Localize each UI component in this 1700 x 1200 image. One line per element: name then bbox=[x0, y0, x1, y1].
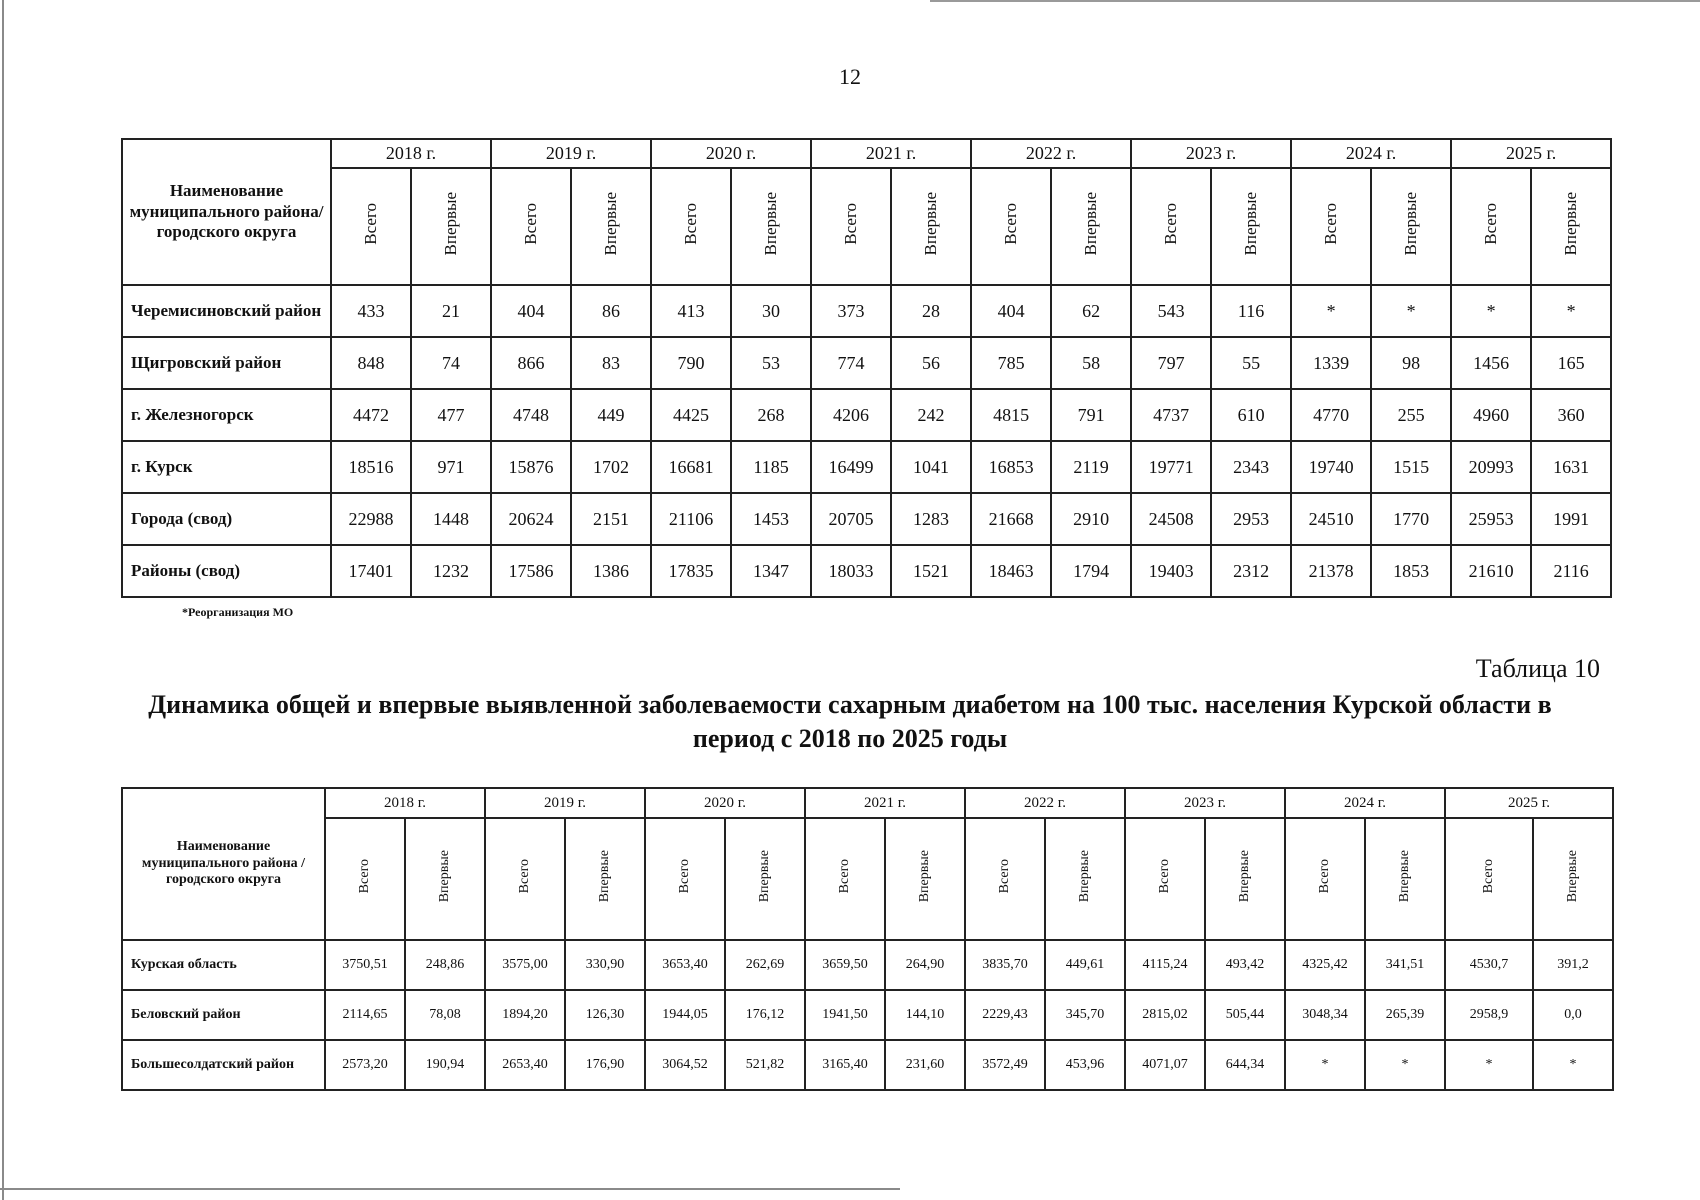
cell-value: 2114,65 bbox=[325, 990, 405, 1040]
cell-value: * bbox=[1451, 285, 1531, 337]
subheader-cell bbox=[485, 818, 565, 940]
cell-value: 790 bbox=[651, 337, 731, 389]
cell-value: 330,90 bbox=[565, 940, 645, 990]
year-header: 2022 г. bbox=[971, 139, 1131, 168]
cell-value: 231,60 bbox=[885, 1040, 965, 1090]
cell-value: 16681 bbox=[651, 441, 731, 493]
subheader-cell bbox=[1365, 818, 1445, 940]
cell-value: 1894,20 bbox=[485, 990, 565, 1040]
subheader-new: Впервые bbox=[437, 850, 452, 903]
subheader-new: Впервые bbox=[1401, 192, 1421, 256]
cell-value: 493,42 bbox=[1205, 940, 1285, 990]
table-row bbox=[122, 285, 1611, 337]
subheader-new: Впервые bbox=[1561, 192, 1581, 256]
cell-value: 4071,07 bbox=[1125, 1040, 1205, 1090]
cell-value: 53 bbox=[731, 337, 811, 389]
table-row bbox=[122, 337, 1611, 389]
year-header-row bbox=[122, 788, 1613, 818]
cell-value: 262,69 bbox=[725, 940, 805, 990]
cell-value: 433 bbox=[331, 285, 411, 337]
cell-value: 449,61 bbox=[1045, 940, 1125, 990]
subheader-cell bbox=[1371, 168, 1451, 285]
cell-value: 16499 bbox=[811, 441, 891, 493]
cell-value: 1453 bbox=[731, 493, 811, 545]
subheader-new: Впервые bbox=[1081, 192, 1101, 256]
cell-value: 1386 bbox=[571, 545, 651, 597]
municipality-column-header: Наименование муниципального района/ городского округа bbox=[122, 139, 331, 285]
row-name: Города (свод) bbox=[122, 493, 331, 545]
cell-value: 2953 bbox=[1211, 493, 1291, 545]
cell-value: 268 bbox=[731, 389, 811, 441]
row-name: Большесолдатский район bbox=[122, 1040, 325, 1090]
subheader-cell bbox=[1531, 168, 1611, 285]
cell-value: * bbox=[1365, 1040, 1445, 1090]
cell-value: 341,51 bbox=[1365, 940, 1445, 990]
cell-value: 255 bbox=[1371, 389, 1451, 441]
cell-value: 18516 bbox=[331, 441, 411, 493]
subheader-cell bbox=[805, 818, 885, 940]
cell-value: * bbox=[1291, 285, 1371, 337]
subheader-new: Впервые bbox=[1565, 850, 1580, 903]
cell-value: 453,96 bbox=[1045, 1040, 1125, 1090]
subheader-cell bbox=[331, 168, 411, 285]
cell-value: 248,86 bbox=[405, 940, 485, 990]
cell-value: * bbox=[1285, 1040, 1365, 1090]
cell-value: 2815,02 bbox=[1125, 990, 1205, 1040]
subheader-total: Всего bbox=[1157, 859, 1172, 894]
cell-value: 521,82 bbox=[725, 1040, 805, 1090]
subheader-total: Всего bbox=[517, 859, 532, 894]
row-name: Районы (свод) bbox=[122, 545, 331, 597]
year-header: 2024 г. bbox=[1285, 788, 1445, 818]
cell-value: 1515 bbox=[1371, 441, 1451, 493]
cell-value: 19771 bbox=[1131, 441, 1211, 493]
table-row bbox=[122, 545, 1611, 597]
cell-value: 1853 bbox=[1371, 545, 1451, 597]
cell-value: 971 bbox=[411, 441, 491, 493]
table2-body bbox=[122, 940, 1613, 1090]
cell-value: 1991 bbox=[1531, 493, 1611, 545]
subheader-cell bbox=[1131, 168, 1211, 285]
row-name: Беловский район bbox=[122, 990, 325, 1040]
subheader-total: Всего bbox=[1481, 203, 1501, 245]
subheader-cell bbox=[811, 168, 891, 285]
subheader-cell bbox=[1051, 168, 1131, 285]
cell-value: 21106 bbox=[651, 493, 731, 545]
cell-value: 1702 bbox=[571, 441, 651, 493]
cell-value: 360 bbox=[1531, 389, 1611, 441]
subheader-new: Впервые bbox=[757, 850, 772, 903]
cell-value: 1232 bbox=[411, 545, 491, 597]
subheader-row bbox=[122, 168, 1611, 285]
cell-value: 4960 bbox=[1451, 389, 1531, 441]
subheader-cell bbox=[1125, 818, 1205, 940]
subheader-cell bbox=[1445, 818, 1533, 940]
year-header-row bbox=[122, 139, 1611, 168]
subheader-cell bbox=[651, 168, 731, 285]
table-per-100k-incidence bbox=[121, 787, 1614, 1091]
cell-value: 56 bbox=[891, 337, 971, 389]
cell-value: 265,39 bbox=[1365, 990, 1445, 1040]
cell-value: 3659,50 bbox=[805, 940, 885, 990]
cell-value: 116 bbox=[1211, 285, 1291, 337]
subheader-total: Всего bbox=[1481, 859, 1496, 894]
cell-value: 190,94 bbox=[405, 1040, 485, 1090]
table-row bbox=[122, 1040, 1613, 1090]
cell-value: 24510 bbox=[1291, 493, 1371, 545]
cell-value: 2958,9 bbox=[1445, 990, 1533, 1040]
table1-body bbox=[122, 285, 1611, 597]
year-header: 2024 г. bbox=[1291, 139, 1451, 168]
cell-value: 18033 bbox=[811, 545, 891, 597]
table-label: Таблица 10 bbox=[1475, 654, 1600, 683]
cell-value: 1283 bbox=[891, 493, 971, 545]
cell-value: 1794 bbox=[1051, 545, 1131, 597]
cell-value: 22988 bbox=[331, 493, 411, 545]
subheader-cell bbox=[1211, 168, 1291, 285]
cell-value: 797 bbox=[1131, 337, 1211, 389]
cell-value: 21378 bbox=[1291, 545, 1371, 597]
cell-value: 2312 bbox=[1211, 545, 1291, 597]
cell-value: 1944,05 bbox=[645, 990, 725, 1040]
cell-value: 543 bbox=[1131, 285, 1211, 337]
cell-value: 1941,50 bbox=[805, 990, 885, 1040]
cell-value: 2343 bbox=[1211, 441, 1291, 493]
cell-value: 1631 bbox=[1531, 441, 1611, 493]
subheader-cell bbox=[1285, 818, 1365, 940]
cell-value: 3750,51 bbox=[325, 940, 405, 990]
table-row bbox=[122, 990, 1613, 1040]
row-name: Курская область bbox=[122, 940, 325, 990]
year-header: 2019 г. bbox=[491, 139, 651, 168]
scan-edge-top bbox=[930, 0, 1700, 2]
subheader-total: Всего bbox=[841, 203, 861, 245]
subheader-cell bbox=[725, 818, 805, 940]
cell-value: 785 bbox=[971, 337, 1051, 389]
cell-value: 3165,40 bbox=[805, 1040, 885, 1090]
cell-value: 16853 bbox=[971, 441, 1051, 493]
cell-value: 4472 bbox=[331, 389, 411, 441]
year-header: 2023 г. bbox=[1125, 788, 1285, 818]
subheader-total: Всего bbox=[1321, 203, 1341, 245]
subheader-cell bbox=[891, 168, 971, 285]
subheader-cell bbox=[971, 168, 1051, 285]
cell-value: 17586 bbox=[491, 545, 571, 597]
cell-value: 1770 bbox=[1371, 493, 1451, 545]
year-header: 2019 г. bbox=[485, 788, 645, 818]
cell-value: 2229,43 bbox=[965, 990, 1045, 1040]
cell-value: 413 bbox=[651, 285, 731, 337]
cell-value: 21610 bbox=[1451, 545, 1531, 597]
year-header: 2022 г. bbox=[965, 788, 1125, 818]
cell-value: 3048,34 bbox=[1285, 990, 1365, 1040]
cell-value: 4748 bbox=[491, 389, 571, 441]
cell-value: 98 bbox=[1371, 337, 1451, 389]
cell-value: 4325,42 bbox=[1285, 940, 1365, 990]
subheader-cell bbox=[885, 818, 965, 940]
cell-value: 4530,7 bbox=[1445, 940, 1533, 990]
cell-value: 610 bbox=[1211, 389, 1291, 441]
cell-value: 644,34 bbox=[1205, 1040, 1285, 1090]
cell-value: 19403 bbox=[1131, 545, 1211, 597]
subheader-total: Всего bbox=[681, 203, 701, 245]
subheader-total: Всего bbox=[357, 859, 372, 894]
table-row bbox=[122, 493, 1611, 545]
subheader-cell bbox=[571, 168, 651, 285]
year-header: 2020 г. bbox=[651, 139, 811, 168]
cell-value: 30 bbox=[731, 285, 811, 337]
cell-value: 62 bbox=[1051, 285, 1131, 337]
table-row bbox=[122, 940, 1613, 990]
cell-value: 4737 bbox=[1131, 389, 1211, 441]
year-header: 2021 г. bbox=[805, 788, 965, 818]
cell-value: 18463 bbox=[971, 545, 1051, 597]
cell-value: 28 bbox=[891, 285, 971, 337]
cell-value: 1041 bbox=[891, 441, 971, 493]
year-header: 2023 г. bbox=[1131, 139, 1291, 168]
cell-value: 1448 bbox=[411, 493, 491, 545]
cell-value: 1185 bbox=[731, 441, 811, 493]
subheader-cell bbox=[1045, 818, 1125, 940]
cell-value: 17401 bbox=[331, 545, 411, 597]
cell-value: 373 bbox=[811, 285, 891, 337]
cell-value: 19740 bbox=[1291, 441, 1371, 493]
cell-value: 2119 bbox=[1051, 441, 1131, 493]
subheader-cell bbox=[491, 168, 571, 285]
year-header: 2021 г. bbox=[811, 139, 971, 168]
cell-value: 4815 bbox=[971, 389, 1051, 441]
subheader-new: Впервые bbox=[761, 192, 781, 256]
cell-value: 391,2 bbox=[1533, 940, 1613, 990]
subheader-cell bbox=[731, 168, 811, 285]
cell-value: 3575,00 bbox=[485, 940, 565, 990]
cell-value: 404 bbox=[491, 285, 571, 337]
cell-value: 20624 bbox=[491, 493, 571, 545]
cell-value: 3653,40 bbox=[645, 940, 725, 990]
cell-value: 20993 bbox=[1451, 441, 1531, 493]
cell-value: 126,30 bbox=[565, 990, 645, 1040]
subheader-total: Всего bbox=[677, 859, 692, 894]
cell-value: 848 bbox=[331, 337, 411, 389]
year-header: 2018 г. bbox=[331, 139, 491, 168]
table-absolute-incidence bbox=[121, 138, 1612, 598]
scan-edge-left bbox=[2, 0, 4, 1200]
subheader-total: Всего bbox=[521, 203, 541, 245]
cell-value: 2151 bbox=[571, 493, 651, 545]
cell-value: 144,10 bbox=[885, 990, 965, 1040]
table-row bbox=[122, 389, 1611, 441]
subheader-cell bbox=[325, 818, 405, 940]
cell-value: 0,0 bbox=[1533, 990, 1613, 1040]
cell-value: 1347 bbox=[731, 545, 811, 597]
subheader-cell bbox=[1291, 168, 1371, 285]
cell-value: 345,70 bbox=[1045, 990, 1125, 1040]
cell-value: 17835 bbox=[651, 545, 731, 597]
cell-value: 264,90 bbox=[885, 940, 965, 990]
cell-value: 2573,20 bbox=[325, 1040, 405, 1090]
cell-value: 86 bbox=[571, 285, 651, 337]
cell-value: 21 bbox=[411, 285, 491, 337]
cell-value: * bbox=[1531, 285, 1611, 337]
subheader-total: Всего bbox=[361, 203, 380, 245]
cell-value: 2116 bbox=[1531, 545, 1611, 597]
subheader-new: Впервые bbox=[441, 192, 460, 256]
table-title: Динамика общей и впервые выявленной заболеваемости сахарным диабетом на 100 тыс. населения Курской области в период с 2018 по 2025 годы bbox=[148, 690, 1552, 753]
scan-edge-bottom bbox=[0, 1188, 900, 1190]
subheader-row bbox=[122, 818, 1613, 940]
footnote: *Реорганизация МО bbox=[182, 605, 294, 619]
row-name: г. Курск bbox=[122, 441, 331, 493]
subheader-cell bbox=[1205, 818, 1285, 940]
subheader-cell bbox=[565, 818, 645, 940]
municipality-column-header: Наименование муниципального района / городского округа bbox=[122, 788, 325, 940]
cell-value: 58 bbox=[1051, 337, 1131, 389]
page-number: 12 bbox=[839, 64, 861, 89]
cell-value: 2653,40 bbox=[485, 1040, 565, 1090]
subheader-total: Всего bbox=[997, 859, 1012, 894]
subheader-total: Всего bbox=[837, 859, 852, 894]
cell-value: 1521 bbox=[891, 545, 971, 597]
subheader-new: Впервые bbox=[1077, 850, 1092, 903]
subheader-new: Впервые bbox=[601, 192, 621, 256]
cell-value: 4425 bbox=[651, 389, 731, 441]
cell-value: 404 bbox=[971, 285, 1051, 337]
subheader-new: Впервые bbox=[1237, 850, 1252, 903]
cell-value: 242 bbox=[891, 389, 971, 441]
table-row bbox=[122, 441, 1611, 493]
cell-value: 4206 bbox=[811, 389, 891, 441]
cell-value: 15876 bbox=[491, 441, 571, 493]
cell-value: * bbox=[1371, 285, 1451, 337]
cell-value: 55 bbox=[1211, 337, 1291, 389]
subheader-new: Впервые bbox=[597, 850, 612, 903]
cell-value: 866 bbox=[491, 337, 571, 389]
cell-value: 505,44 bbox=[1205, 990, 1285, 1040]
subheader-total: Всего bbox=[1161, 203, 1181, 245]
subheader-cell bbox=[405, 818, 485, 940]
subheader-cell bbox=[411, 168, 491, 285]
subheader-cell bbox=[645, 818, 725, 940]
cell-value: 774 bbox=[811, 337, 891, 389]
cell-value: 24508 bbox=[1131, 493, 1211, 545]
subheader-cell bbox=[965, 818, 1045, 940]
cell-value: * bbox=[1533, 1040, 1613, 1090]
cell-value: 165 bbox=[1531, 337, 1611, 389]
cell-value: * bbox=[1445, 1040, 1533, 1090]
year-header: 2018 г. bbox=[325, 788, 485, 818]
cell-value: 2910 bbox=[1051, 493, 1131, 545]
cell-value: 3572,49 bbox=[965, 1040, 1045, 1090]
cell-value: 176,12 bbox=[725, 990, 805, 1040]
cell-value: 176,90 bbox=[565, 1040, 645, 1090]
subheader-total: Всего bbox=[1001, 203, 1021, 245]
cell-value: 477 bbox=[411, 389, 491, 441]
row-name: Щигровский район bbox=[122, 337, 331, 389]
cell-value: 78,08 bbox=[405, 990, 485, 1040]
cell-value: 74 bbox=[411, 337, 491, 389]
cell-value: 83 bbox=[571, 337, 651, 389]
cell-value: 21668 bbox=[971, 493, 1051, 545]
cell-value: 449 bbox=[571, 389, 651, 441]
subheader-cell bbox=[1533, 818, 1613, 940]
cell-value: 791 bbox=[1051, 389, 1131, 441]
cell-value: 3064,52 bbox=[645, 1040, 725, 1090]
year-header: 2025 г. bbox=[1451, 139, 1611, 168]
cell-value: 20705 bbox=[811, 493, 891, 545]
cell-value: 1456 bbox=[1451, 337, 1531, 389]
cell-value: 1339 bbox=[1291, 337, 1371, 389]
year-header: 2025 г. bbox=[1445, 788, 1613, 818]
subheader-new: Впервые bbox=[921, 192, 941, 256]
cell-value: 3835,70 bbox=[965, 940, 1045, 990]
subheader-total: Всего bbox=[1317, 859, 1332, 894]
year-header: 2020 г. bbox=[645, 788, 805, 818]
row-name: г. Железногорск bbox=[122, 389, 331, 441]
cell-value: 4770 bbox=[1291, 389, 1371, 441]
cell-value: 25953 bbox=[1451, 493, 1531, 545]
subheader-new: Впервые bbox=[917, 850, 932, 903]
subheader-new: Впервые bbox=[1241, 192, 1261, 256]
subheader-cell bbox=[1451, 168, 1531, 285]
subheader-new: Впервые bbox=[1397, 850, 1412, 903]
row-name: Черемисиновский район bbox=[122, 285, 331, 337]
cell-value: 4115,24 bbox=[1125, 940, 1205, 990]
